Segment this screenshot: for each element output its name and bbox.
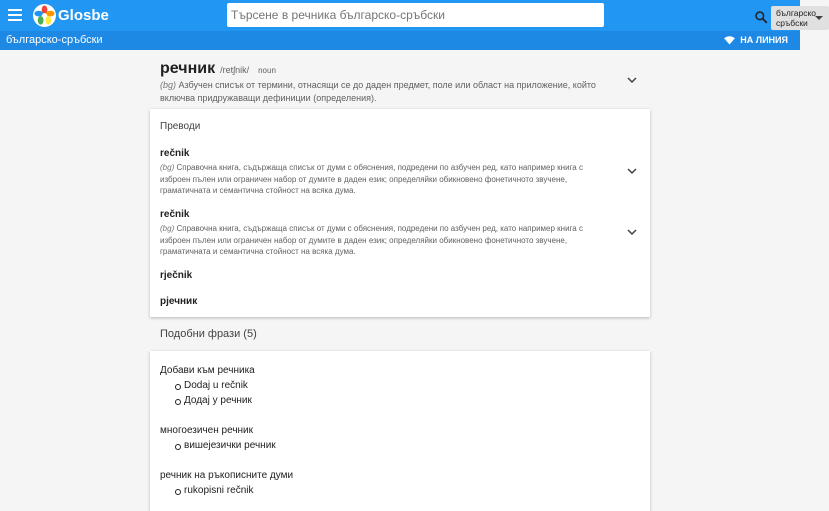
menu-icon[interactable]: [8, 9, 22, 21]
phrase-group: [160, 470, 293, 500]
translations-heading: Преводи: [160, 121, 201, 132]
phrase-source[interactable]: речник на ръкописните думи: [160, 470, 294, 481]
headword-ipa: /retʃnik/: [220, 65, 250, 75]
translation-definition: (bg) Справочна книга, съдържаща списък от думи с обяснения, подредени по азбучен ред, като например книга с изброен пълен или ограничен набор от думите в даден език; определяйки обикновено фонетичното звучене, граматичната и семантична стойност на всяка дума.: [160, 163, 583, 195]
translation-word[interactable]: rječnik: [160, 270, 193, 281]
similar-phrases-title: Подобни фрази (5): [160, 328, 257, 340]
phrase-group: [160, 365, 255, 410]
headword-title: речник: [160, 60, 216, 77]
brand-name[interactable]: Glosbe: [58, 7, 109, 24]
translation-word[interactable]: rečnik: [160, 209, 190, 220]
chevron-down-icon[interactable]: [627, 76, 637, 84]
phrase-source[interactable]: многоезичен речник: [160, 425, 254, 436]
language-pair-label: българско сръбски: [776, 8, 817, 28]
language-pair-select[interactable]: [771, 6, 829, 30]
translation-definition: (bg) Справочна книга, съдържаща списък от думи с обяснения, подредени по азбучен ред, като например книга с изброен пълен или ограничен набор от думите в даден език; определяйки обикновено фонетичното звучене, граматичната и семантична стойност на всяка дума.: [160, 224, 583, 256]
headword-entry: [160, 60, 650, 105]
wifi-icon: [724, 36, 735, 45]
chevron-down-icon[interactable]: [627, 167, 637, 175]
top-app-bar: [0, 0, 817, 31]
phrase-group: [160, 425, 276, 455]
translation-word[interactable]: рјечник: [160, 296, 198, 307]
translation-word[interactable]: rečnik: [160, 148, 190, 159]
phrase-translation[interactable]: rukopisni rečnik: [160, 485, 293, 500]
headword-definition: (bg) Азбучен списък от термини, отнасящи се до даден предмет, поле или област на приложение, който включва придружаващи дефиниции (определения).: [160, 80, 596, 103]
phrase-translation[interactable]: Dodaj u rečnik: [160, 380, 255, 395]
translations-card: [150, 109, 650, 317]
language-subbar: [0, 31, 800, 50]
translation-item[interactable]: [160, 148, 610, 197]
translation-item[interactable]: [160, 296, 610, 307]
search-box: [227, 3, 817, 28]
similar-phrases-card: [150, 351, 650, 511]
subbar-title: българско-сръбски: [6, 34, 103, 46]
chevron-down-icon[interactable]: [627, 228, 637, 236]
search-input[interactable]: [229, 4, 522, 26]
lang-tag: (bg): [160, 80, 177, 90]
glosbe-logo-icon[interactable]: [33, 4, 56, 27]
caret-down-icon: [815, 16, 823, 20]
phrase-translation[interactable]: Додај у речник: [160, 395, 255, 410]
search-icon[interactable]: [754, 10, 768, 24]
translation-item[interactable]: [160, 209, 610, 258]
online-label: НА ЛИНИЯ: [740, 35, 788, 45]
phrase-source[interactable]: Добави към речника: [160, 365, 255, 376]
online-indicator[interactable]: [724, 35, 788, 45]
translation-item[interactable]: [160, 270, 610, 281]
headword-pos: noun: [258, 66, 276, 75]
phrase-translation[interactable]: вишејезички речник: [160, 440, 276, 455]
